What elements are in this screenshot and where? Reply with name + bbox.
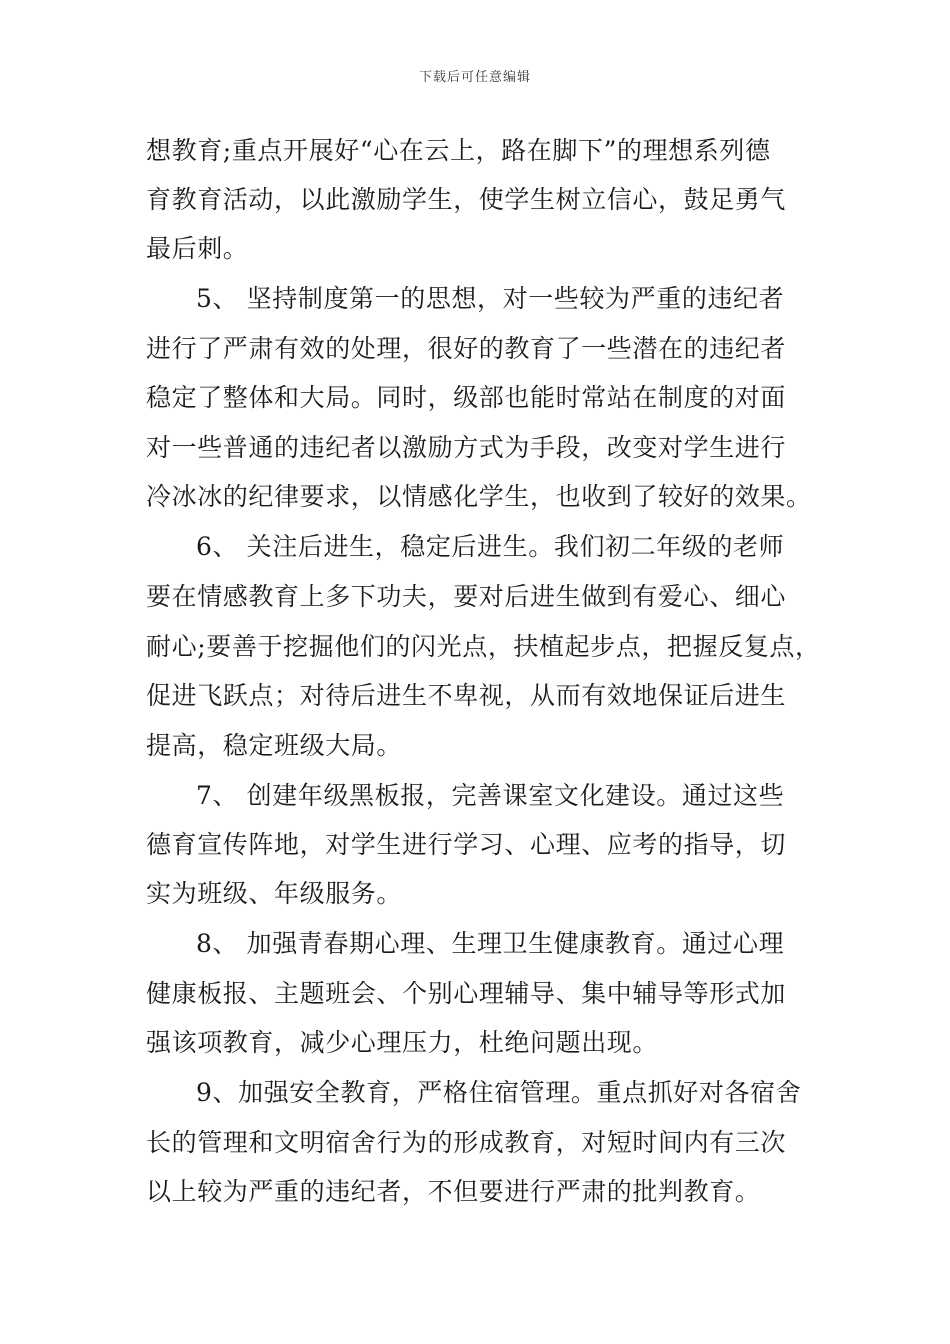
text-line: 以上较为严重的违纪者，不但要进行严肃的批判教育。 bbox=[146, 1177, 761, 1206]
text-line: 健康板报、主题班会、个别心理辅导、集中辅导等形式加 bbox=[146, 979, 787, 1008]
text-line: 要在情感教育上多下功夫，要对后进生做到有爱心、细心 bbox=[146, 582, 787, 611]
text-line: 育教育活动，以此激励学生，使学生树立信心，鼓足勇气 bbox=[146, 185, 787, 214]
text-line: 强该项教育，减少心理压力，杜绝问题出现。 bbox=[146, 1028, 659, 1057]
item-6-first-line: 6、 关注后进生，稳定后进生。我们初二年级的老师 bbox=[196, 532, 785, 561]
text-line: 耐心;要善于挖掘他们的闪光点，扶植起步点，把握反复点， bbox=[146, 632, 821, 661]
text-line: 想教育;重点开展好“心在云上，路在脚下”的理想系列德 bbox=[146, 136, 771, 165]
text-line: 德育宣传阵地，对学生进行学习、心理、应考的指导，切 bbox=[146, 830, 787, 859]
text-line: 提高，稳定班级大局。 bbox=[146, 731, 403, 760]
text-line: 进行了严肃有效的处理，很好的教育了一些潜在的违纪者 bbox=[146, 334, 787, 363]
text-line: 冷冰冰的纪律要求，以情感化学生，也收到了较好的效果。 bbox=[146, 482, 812, 511]
item-9-first-line: 9、加强安全教育，严格住宿管理。重点抓好对各宿舍 bbox=[196, 1078, 802, 1107]
item-8-first-line: 8、 加强青春期心理、生理卫生健康教育。通过心理 bbox=[196, 929, 785, 958]
item-7-first-line: 7、 创建年级黑板报，完善课室文化建设。通过这些 bbox=[196, 781, 785, 810]
text-line: 稳定了整体和大局。同时，级部也能时常站在制度的对面 bbox=[146, 383, 787, 412]
item-5-first-line: 5、 坚持制度第一的思想，对一些较为严重的违纪者 bbox=[196, 284, 785, 313]
page-header: 下载后可任意编辑 bbox=[418, 70, 531, 85]
text-line: 对一些普通的违纪者以激励方式为手段，改变对学生进行 bbox=[146, 433, 787, 462]
text-line: 最后刺。 bbox=[146, 234, 249, 263]
text-line: 促进飞跃点；对待后进生不卑视，从而有效地保证后进生 bbox=[146, 681, 787, 710]
text-line: 长的管理和文明宿舍行为的形成教育，对短时间内有三次 bbox=[146, 1128, 787, 1157]
text-line: 实为班级、年级服务。 bbox=[146, 879, 403, 908]
